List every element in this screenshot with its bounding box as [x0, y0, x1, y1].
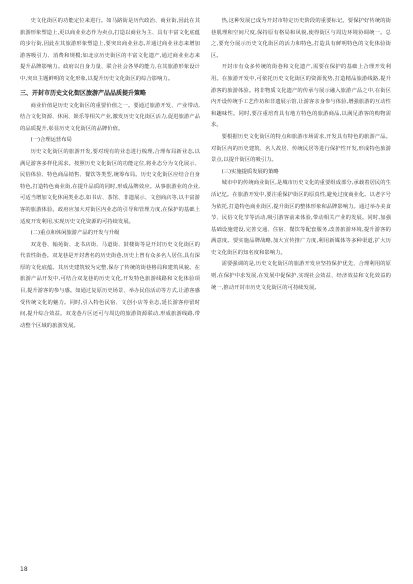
body-paragraph: 热,这种发展已成为开封市特定历史阶段的重要标记。要保护好传统的街巷肌理和空间尺度,保持原有格局和风貌,使得街区与周边环境协调统一。总之,要充分展示历史文化街区的活力和特色,打造具有鲜明特色的文化体验街区。 — [211, 18, 391, 59]
body-paragraph: 双龙巷、翰苑街、北书店街、马道街、鼓楼街等是开封历史文化街区的代表性街巷。双龙巷是开封著名的历史街巷,历史上曾有众多名人居住,具有深厚的文化底蕴。其历史建筑较为完整,保存了传统的街巷格局和建筑风貌。在旅游产品开发中,可结合双龙巷的历史文化,开发特色旅游线路和文化体验项目,提升游客的参与感。如通过复原历史场景、举办民俗活动等方式,让游客感受传统文化的魅力。同时,引入特色民宿、文创小店等业态,延长游客停留时间,提升综合效益。双龙巷片区还可与周边的旅游资源联动,形成旅游线路,带动整个区域的旅游发展。 — [20, 241, 200, 329]
right-column — [211, 16, 391, 294]
body-paragraph: 开封市有众多传统的街巷和文化遗产,需要在保护的基础上合理开发利用。在旅游开发中,可依托历史文化街区的资源优势,打造精品旅游线路,提升游客的旅游体验。将非物质文化遗产的传承与展示融入旅游产品之中,在街区内开设传统手工艺作坊和非遗展示馆,让游客亲身参与体验,增强旅游的互动性和趣味性。同时,要注重培育具有地方特色的旅游商品,以满足游客的购物需求。 — [211, 64, 391, 129]
body-paragraph: 要根据历史文化街区的特点和旅游市场需求,开发具有特色的旅游产品。对街区内的历史建筑、名人故居、传统民居等进行保护性开发,形成特色旅游景点,以提升街区的吸引力。 — [211, 133, 391, 164]
section-heading: 三、开封市历史文化街区旅游产品品质提升策略 — [20, 89, 147, 97]
left-column — [20, 16, 200, 332]
page-number: 18 — [20, 566, 28, 573]
body-paragraph: 城市中的传统商业街区,是城市历史文化的重要组成部分,承载着居民的生活记忆。在旅游开发中,要注重保护街区的原真性,避免过度商业化。以老字号为依托,打造特色商业街区,提升街区的整体形象和品牌影响力。通过举办美食节、民俗文化节等活动,吸引游客前来体验,带动相关产业的发展。同时,加强基础设施建设,完善交通、住宿、餐饮等配套服务,改善旅游环境,提升游客的满意度。要实施品牌战略,加大宣传推广力度,利用新媒体等多种渠道,扩大历史文化街区的知名度和影响力。 — [211, 180, 391, 256]
body-paragraph: 史文化街区的功能定位来进行。如马路街是历代政治、商业街,因此在其旅游形象塑造上,更以商业业态作为卖点,打造以商业为主、具有丰富文化底蕴的步行街,因此在其旅游形象塑造上,要突出商业业态,并通过商业业态来增加游客吸引力、消费和规模;如北京历史街区的丰富文化遗产,通过商业业态来提升品牌影响力。政府以自身力量、联合社会各界的能力,在其旅游形象设计中,突出主题鲜明的文化形象,以提升历史文化街区的综合影响力。 — [20, 18, 200, 82]
body-paragraph: 需要强调的是,历史文化街区的旅游开发应坚持保护优先、合理利用的原则,在保护中求发展,在发展中促保护,实现社会效益、经济效益和文化效益的统一,推动开封市历史文化街区的可持续发展。 — [211, 261, 391, 291]
subsection-heading: (二)重点和休闲旅游产品的开发与升级 — [30, 230, 120, 237]
body-paragraph: 商业价值是历史文化街区的重要价值之一。要通过旅游开发、产业带动,结合文化资源、休闲、娱乐等相关产业,激发历史文化街区活力,促进旅游产品的品质提升,彰显历史文化街区的品牌价值。 — [20, 102, 200, 132]
body-paragraph: 历史文化街区的旅游开发,要对现有的业态进行梳理,合理布局新业态,以满足游客多样化需求。按照历史文化街区的功能定位,将业态分为文化展示、民俗体验、特色商品销售、餐饮等类型,统筹布局。历史文化街区应结合自身特色,打造特色商业街,在提升品质的同时,形成品牌效应。从事旅游业的企业,可适当增加文化休闲类业态,如书店、茶馆、非遗展示、文创商店等,以丰富游客的旅游体验。政府应加大对街区内业态的引导和管理力度,在保护的基础上适度开发利用,实现历史文化资源的可持续发展。 — [20, 148, 200, 225]
subsection-heading: (三)实施提质发展的策略 — [221, 168, 279, 175]
subsection-heading: (一)合理运营布局 — [30, 137, 72, 144]
